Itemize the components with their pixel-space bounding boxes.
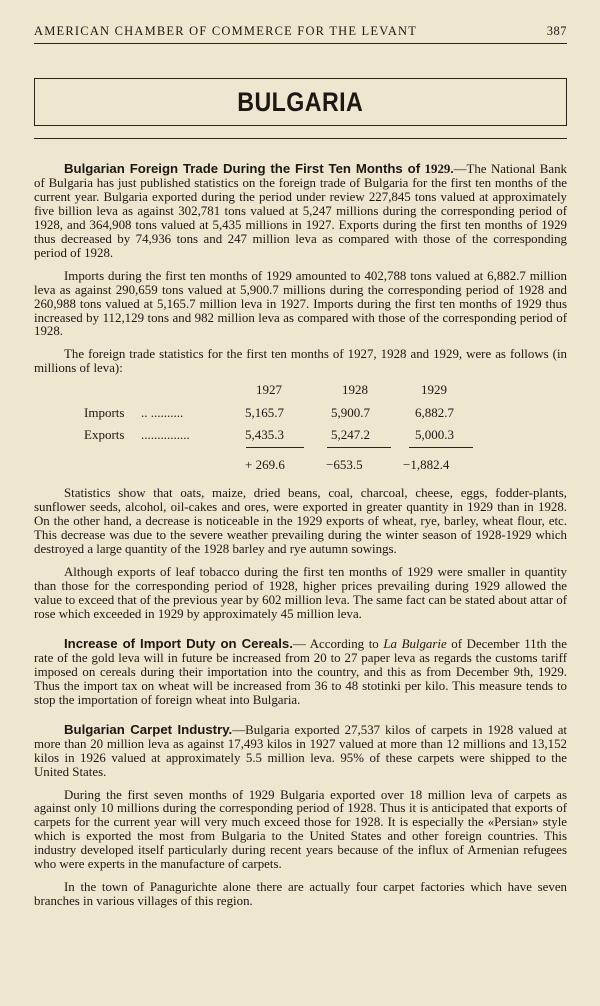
carpet-paragraph-1 bbox=[34, 723, 567, 780]
sum-rule-1929 bbox=[409, 447, 473, 448]
trade-balance-row bbox=[34, 454, 567, 478]
trade-table bbox=[34, 376, 567, 454]
foreign-trade-paragraph-3: The foreign trade statistics for the first ten months of 1927, 1928 and 1929, were as follows (in millions of leva): bbox=[34, 347, 567, 376]
balance-1929: −1,882.4 bbox=[403, 457, 450, 473]
section-title-box bbox=[34, 78, 567, 126]
carpet-text: —Bulgaria exported 27,537 kilos of carpets in 1928 valued at more than 20 million leva as against 17,493 kilos in 1927 valued at more than 12 millions and 13,152 kilos in 1926 valued at approximately 5.5 million leva. 95% of these carpets were shipped to the United States. bbox=[34, 722, 567, 779]
table-year-1928: 1928 bbox=[342, 382, 368, 398]
exports-1928: 5,247.2 bbox=[331, 427, 370, 443]
sum-rule-1928 bbox=[327, 447, 391, 448]
imports-1929: 6,882.7 bbox=[415, 405, 454, 421]
title-rule bbox=[34, 138, 567, 139]
article-body bbox=[34, 162, 567, 909]
imports-1928: 5,900.7 bbox=[331, 405, 370, 421]
import-duty-source: La Bulgarie bbox=[383, 636, 447, 651]
imports-1927: 5,165.7 bbox=[245, 405, 284, 421]
page-number: 387 bbox=[546, 24, 567, 38]
exports-1927: 5,435.3 bbox=[245, 427, 284, 443]
foreign-trade-heading-year: 1929. bbox=[424, 162, 454, 176]
sum-rule-1927 bbox=[246, 447, 304, 448]
table-year-1929: 1929 bbox=[421, 382, 447, 398]
foreign-trade-text: —The National Bank of Bulgaria has just published statistics on the foreign trade of Bulgaria for the first ten months of the current year. Bulgaria exported during the period under review 227,845 tons valued at approximately five billion leva as against 302,781 tons valued at 5,247 millions during the corresponding period of 1928, and 364,908 tons valued at 5,435 millions in 1927. Exports during the first ten months of 1929 thus decreased by 74,936 tons and 247 million leva as compared with those of the corresponding period of 1928. bbox=[34, 162, 567, 260]
statistics-paragraph-1: Statistics show that oats, maize, dried beans, coal, charcoal, cheese, eggs, fodder-plants, sunflower seeds, alcohol, oil-cakes and ores, were exported in greater quantity in 1929 than in 1928. On the other hand, a decrease is noticeable in the 1929 exports of wheat, rye, barley, wheat flour, etc. This decrease was due to the severe weather prevailing during the winter season of 1928-1929 which destroyed a large quantity of the 1928 barley and rye autumn sowings. bbox=[34, 486, 567, 557]
exports-1929: 5,000.3 bbox=[415, 427, 454, 443]
table-year-1927: 1927 bbox=[256, 382, 282, 398]
running-head-title: AMERICAN CHAMBER OF COMMERCE FOR THE LEVANT bbox=[34, 24, 418, 38]
import-duty-heading: Increase of Import Duty on Cereals. bbox=[64, 635, 293, 651]
import-duty-text: of December 11th the rate of the gold leva will in future be increased from 20 to 27 paper leva as regards the customs tariff imposed on cereals during their importation into the country, and this as from December 9th, 1929. Thus the import tax on wheat will be increased from 36 to 48 stotinki per kilo. This measure tends to stop the importation of foreign wheat into Bulgaria. bbox=[34, 636, 567, 707]
exports-leader: ............... bbox=[141, 427, 190, 443]
running-head bbox=[34, 0, 567, 44]
import-duty-lead: — According to bbox=[292, 636, 379, 651]
imports-label: Imports bbox=[84, 405, 125, 421]
foreign-trade-paragraph-1 bbox=[34, 162, 567, 261]
carpet-heading: Bulgarian Carpet Industry. bbox=[64, 721, 233, 737]
carpet-paragraph-3: In the town of Panagurichte alone there are actually four carpet factories which have seven branches in various villages of this region. bbox=[34, 880, 567, 909]
imports-leader: .. .......... bbox=[141, 405, 184, 421]
foreign-trade-paragraph-2: Imports during the first ten months of 1929 amounted to 402,788 tons valued at 6,882.7 million leva as against 290,659 tons valued at 5,900.7 millions during the corresponding period of 1928 and 260,988 tons valued at 5,165.7 million leva in 1927. Imports during the first ten months of 1929 thus increased by 112,129 tons and 982 million leva as compared with those of the corresponding period of 1928. bbox=[34, 268, 567, 339]
import-duty-paragraph bbox=[34, 637, 567, 708]
statistics-paragraph-2: Although exports of leaf tobacco during the first ten months of 1929 were smaller in quantity than those for the corresponding period of 1928, higher prices prevailing during 1929 allowed the value to exceed that of the previous year by 602 million leva. The same fact can be stated about attar of rose which exceeded in 1929 by approximately 45 million leva. bbox=[34, 565, 567, 621]
balance-1928: −653.5 bbox=[326, 457, 363, 473]
balance-1927: + 269.6 bbox=[245, 457, 285, 473]
section-title: BULGARIA bbox=[237, 86, 364, 117]
exports-label: Exports bbox=[84, 427, 125, 443]
carpet-paragraph-2: During the first seven months of 1929 Bulgaria exported over 18 million leva of carpets as against only 10 millions during the corresponding period of 1928. Thus it is anticipated that exports of carpets for the current year will very much exceed those for 1928. It is especially the «Persian» style which is exported the most from Bulgaria to the United States and other foreign countries. This industry developed itself particularly during recent years because of the influx of Armenian refugees who were experts in the manufacture of carpets. bbox=[34, 787, 567, 872]
foreign-trade-heading: Bulgarian Foreign Trade During the First Ten Months of bbox=[64, 161, 421, 176]
